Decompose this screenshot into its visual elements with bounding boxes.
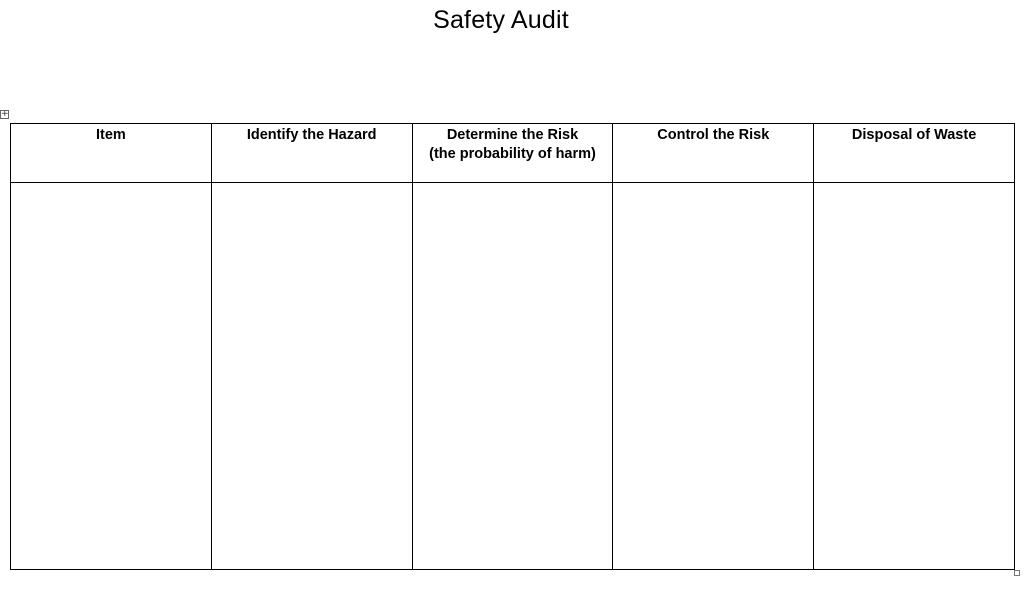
safety-audit-table bbox=[10, 123, 1015, 570]
column-header-determine-risk-sublabel: (the probability of harm) bbox=[429, 146, 596, 162]
document-title: Safety Audit bbox=[433, 6, 569, 34]
table-row bbox=[11, 183, 1015, 570]
column-header-disposal-waste-label: Disposal of Waste bbox=[851, 127, 977, 143]
column-header-disposal-waste bbox=[814, 124, 1015, 183]
table-cell-hazard[interactable] bbox=[211, 183, 412, 570]
column-header-control-risk bbox=[613, 124, 814, 183]
column-header-item-label: Item bbox=[95, 127, 126, 143]
column-header-item bbox=[11, 124, 212, 183]
table-resize-handle-icon[interactable] bbox=[1014, 570, 1020, 576]
column-header-identify-hazard bbox=[211, 124, 412, 183]
column-header-determine-risk bbox=[412, 124, 613, 183]
column-header-identify-hazard-label: Identify the Hazard bbox=[246, 127, 377, 143]
column-header-control-risk-label: Control the Risk bbox=[657, 127, 770, 143]
column-header-determine-risk-label: Determine the Risk bbox=[446, 127, 579, 143]
table-cell-item[interactable] bbox=[11, 183, 212, 570]
table-cell-control[interactable] bbox=[613, 183, 814, 570]
table-cell-disposal[interactable] bbox=[814, 183, 1015, 570]
table-header-row bbox=[11, 124, 1015, 183]
table-move-handle-icon[interactable]: + bbox=[1, 109, 9, 119]
table-cell-risk[interactable] bbox=[412, 183, 613, 570]
